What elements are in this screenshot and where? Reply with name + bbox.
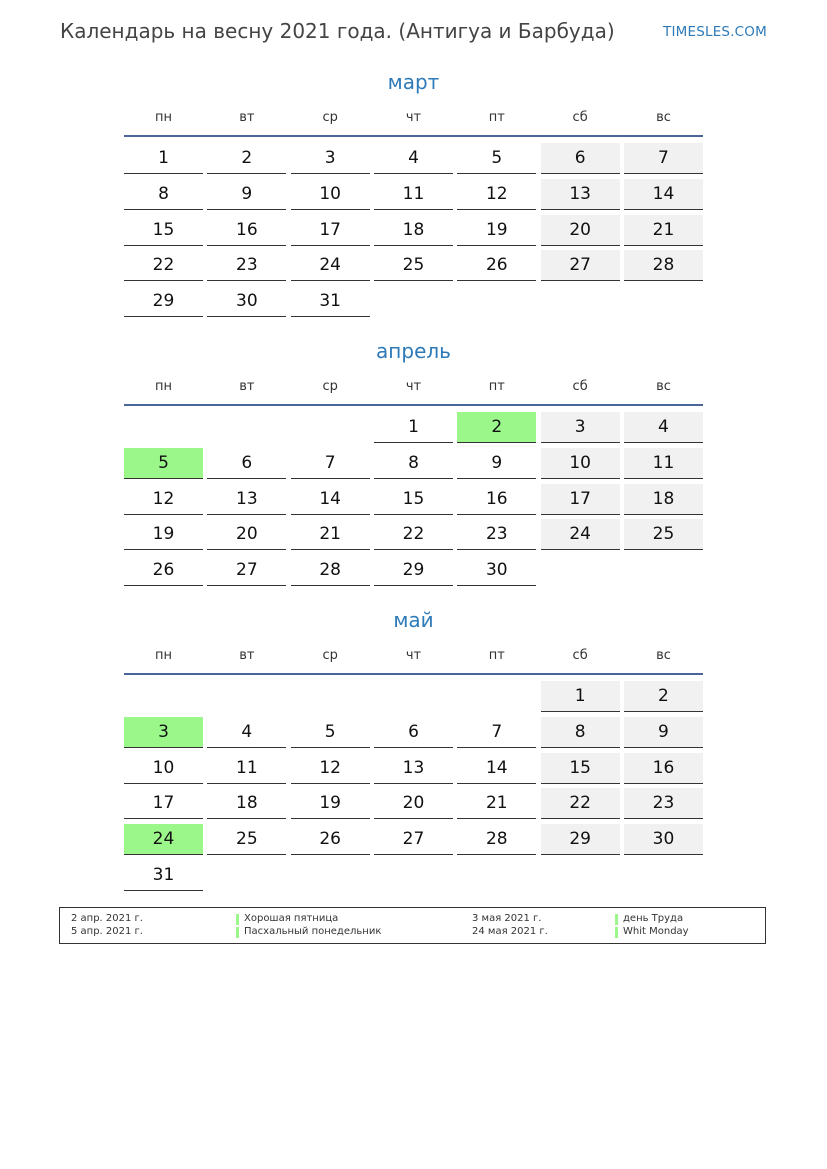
day-cell: 2 xyxy=(624,681,703,712)
day-cell: 26 xyxy=(291,824,370,855)
day-cell: 4 xyxy=(374,143,453,174)
day-cell: 29 xyxy=(374,555,453,586)
empty-day-cell xyxy=(291,681,370,712)
weekday-label: чт xyxy=(405,379,422,394)
day-cell: 19 xyxy=(291,788,370,819)
weekday-label: пт xyxy=(488,648,505,663)
day-cell: 15 xyxy=(374,484,453,515)
day-cell: 24 xyxy=(124,824,203,855)
day-cell: 14 xyxy=(624,179,703,210)
legend-date: 3 мая 2021 г. xyxy=(472,913,542,924)
day-cell: 18 xyxy=(207,788,286,819)
day-cell: 29 xyxy=(124,286,203,317)
day-cell: 18 xyxy=(374,215,453,246)
day-cell: 3 xyxy=(541,412,620,443)
weekday-label: ср xyxy=(322,110,338,125)
day-cell: 24 xyxy=(541,519,620,550)
header-divider xyxy=(124,135,703,137)
weekday-header xyxy=(124,648,703,668)
weekday-label: пт xyxy=(488,379,505,394)
empty-day-cell xyxy=(207,412,286,443)
day-cell: 25 xyxy=(374,250,453,281)
weekday-label: вт xyxy=(239,110,255,125)
legend-date: 2 апр. 2021 г. xyxy=(71,913,143,924)
day-cell: 17 xyxy=(124,788,203,819)
days-grid xyxy=(124,143,703,317)
day-cell: 25 xyxy=(624,519,703,550)
day-cell: 12 xyxy=(291,753,370,784)
day-cell: 23 xyxy=(624,788,703,819)
day-cell: 19 xyxy=(457,215,536,246)
month-title: март xyxy=(387,70,440,94)
day-cell: 7 xyxy=(457,717,536,748)
weekday-label: вс xyxy=(656,110,671,125)
day-cell: 20 xyxy=(374,788,453,819)
day-cell: 25 xyxy=(207,824,286,855)
day-cell: 11 xyxy=(374,179,453,210)
day-cell: 16 xyxy=(207,215,286,246)
day-cell: 8 xyxy=(124,179,203,210)
weekday-label: вс xyxy=(656,379,671,394)
empty-day-cell xyxy=(207,681,286,712)
day-cell: 9 xyxy=(207,179,286,210)
day-cell: 14 xyxy=(291,484,370,515)
day-cell: 4 xyxy=(624,412,703,443)
legend-date: 5 апр. 2021 г. xyxy=(71,926,143,937)
day-cell: 26 xyxy=(124,555,203,586)
weekday-label: чт xyxy=(405,648,422,663)
day-cell: 10 xyxy=(541,448,620,479)
weekday-label: чт xyxy=(405,110,422,125)
day-cell: 8 xyxy=(541,717,620,748)
day-cell: 2 xyxy=(207,143,286,174)
day-cell: 20 xyxy=(207,519,286,550)
day-cell: 23 xyxy=(457,519,536,550)
header-divider xyxy=(124,404,703,406)
days-grid xyxy=(124,412,703,586)
day-cell: 3 xyxy=(291,143,370,174)
day-cell: 6 xyxy=(541,143,620,174)
weekday-label: вт xyxy=(239,648,255,663)
day-cell: 17 xyxy=(541,484,620,515)
day-cell: 30 xyxy=(457,555,536,586)
day-cell: 13 xyxy=(541,179,620,210)
day-cell: 10 xyxy=(291,179,370,210)
weekday-label: пт xyxy=(488,110,505,125)
day-cell: 27 xyxy=(541,250,620,281)
day-cell: 5 xyxy=(124,448,203,479)
day-cell: 6 xyxy=(207,448,286,479)
day-cell: 31 xyxy=(291,286,370,317)
day-cell: 11 xyxy=(207,753,286,784)
day-cell: 12 xyxy=(457,179,536,210)
day-cell: 21 xyxy=(291,519,370,550)
day-cell: 9 xyxy=(457,448,536,479)
header-divider xyxy=(124,673,703,675)
month-title: май xyxy=(393,608,434,632)
empty-day-cell xyxy=(291,412,370,443)
day-cell: 16 xyxy=(457,484,536,515)
day-cell: 26 xyxy=(457,250,536,281)
month-title: апрель xyxy=(376,339,451,363)
weekday-label: вс xyxy=(656,648,671,663)
day-cell: 5 xyxy=(291,717,370,748)
day-cell: 16 xyxy=(624,753,703,784)
day-cell: 3 xyxy=(124,717,203,748)
day-cell: 31 xyxy=(124,860,203,891)
weekday-header xyxy=(124,110,703,130)
day-cell: 15 xyxy=(124,215,203,246)
empty-day-cell xyxy=(124,681,203,712)
day-cell: 7 xyxy=(624,143,703,174)
day-cell: 30 xyxy=(624,824,703,855)
day-cell: 12 xyxy=(124,484,203,515)
legend-date: 24 мая 2021 г. xyxy=(472,926,548,937)
weekday-label: пн xyxy=(155,379,172,394)
weekday-label: сб xyxy=(572,379,588,394)
holiday-legend xyxy=(59,907,766,944)
weekday-label: пн xyxy=(155,648,172,663)
empty-day-cell xyxy=(374,681,453,712)
legend-holiday-name: день Труда xyxy=(615,913,683,924)
weekday-label: пн xyxy=(155,110,172,125)
legend-holiday-name: Пасхальный понедельник xyxy=(236,926,381,937)
day-cell: 30 xyxy=(207,286,286,317)
day-cell: 27 xyxy=(374,824,453,855)
day-cell: 22 xyxy=(124,250,203,281)
empty-day-cell xyxy=(124,412,203,443)
legend-holiday-name: Whit Monday xyxy=(615,926,689,937)
day-cell: 21 xyxy=(624,215,703,246)
empty-day-cell xyxy=(457,681,536,712)
day-cell: 18 xyxy=(624,484,703,515)
day-cell: 17 xyxy=(291,215,370,246)
weekday-label: вт xyxy=(239,379,255,394)
day-cell: 9 xyxy=(624,717,703,748)
day-cell: 4 xyxy=(207,717,286,748)
day-cell: 22 xyxy=(541,788,620,819)
day-cell: 13 xyxy=(374,753,453,784)
day-cell: 10 xyxy=(124,753,203,784)
day-cell: 19 xyxy=(124,519,203,550)
day-cell: 23 xyxy=(207,250,286,281)
days-grid xyxy=(124,681,703,891)
day-cell: 1 xyxy=(124,143,203,174)
day-cell: 24 xyxy=(291,250,370,281)
day-cell: 2 xyxy=(457,412,536,443)
day-cell: 28 xyxy=(457,824,536,855)
day-cell: 13 xyxy=(207,484,286,515)
weekday-label: сб xyxy=(572,110,588,125)
weekday-label: ср xyxy=(322,648,338,663)
weekday-header xyxy=(124,379,703,399)
day-cell: 8 xyxy=(374,448,453,479)
day-cell: 22 xyxy=(374,519,453,550)
weekday-label: сб xyxy=(572,648,588,663)
day-cell: 29 xyxy=(541,824,620,855)
site-link[interactable]: TIMESLES.COM xyxy=(663,24,767,40)
day-cell: 15 xyxy=(541,753,620,784)
day-cell: 11 xyxy=(624,448,703,479)
weekday-label: ср xyxy=(322,379,338,394)
day-cell: 28 xyxy=(624,250,703,281)
day-cell: 7 xyxy=(291,448,370,479)
page-title: Календарь на весну 2021 года. (Антигуа и Барбуда) xyxy=(60,19,615,43)
day-cell: 5 xyxy=(457,143,536,174)
day-cell: 28 xyxy=(291,555,370,586)
day-cell: 1 xyxy=(541,681,620,712)
day-cell: 14 xyxy=(457,753,536,784)
day-cell: 1 xyxy=(374,412,453,443)
legend-holiday-name: Хорошая пятница xyxy=(236,913,338,924)
day-cell: 21 xyxy=(457,788,536,819)
day-cell: 20 xyxy=(541,215,620,246)
day-cell: 6 xyxy=(374,717,453,748)
day-cell: 27 xyxy=(207,555,286,586)
